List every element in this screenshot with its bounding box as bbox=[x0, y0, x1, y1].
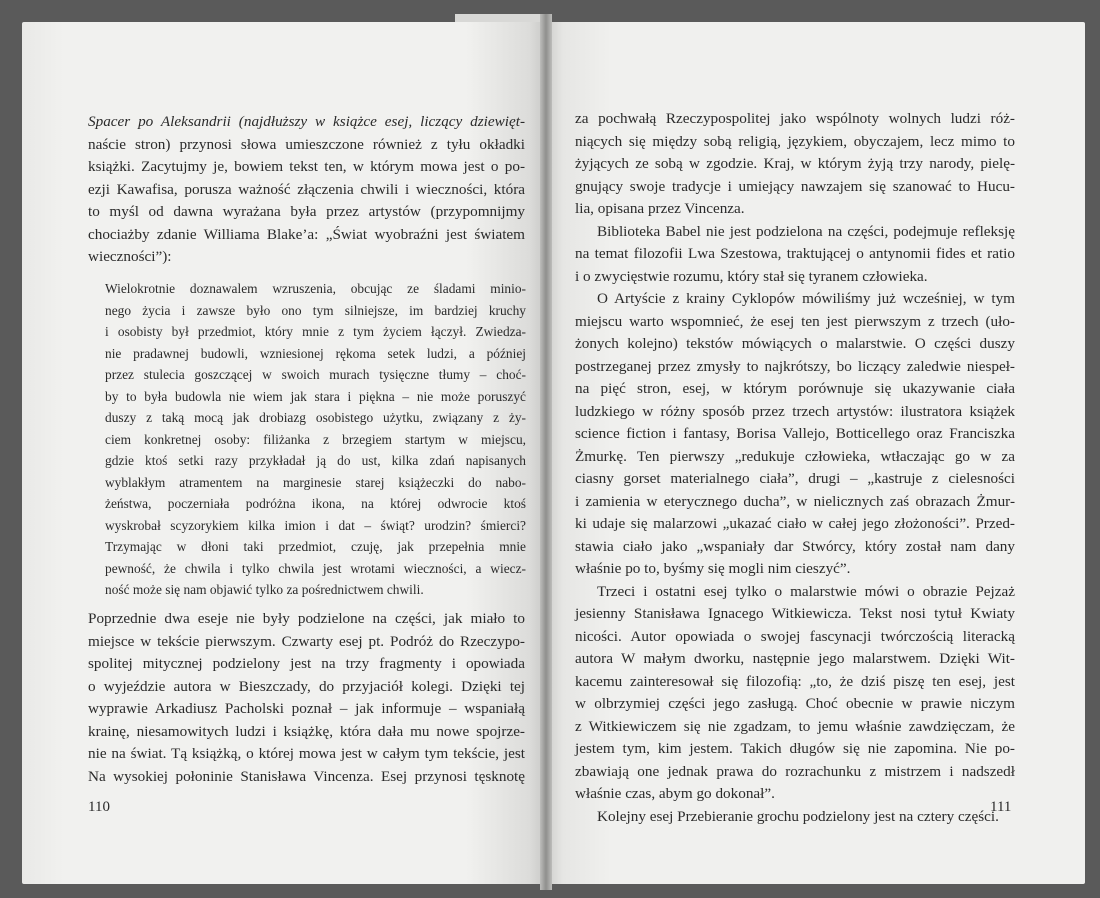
quote-line: wyskrobał scyzorykiem kilka imion i dat – świąt? urodzin? śmierci? bbox=[105, 517, 526, 533]
quote-line: by to była budowla nie wiem jak stara i piękna – nie może poruszyć bbox=[105, 388, 526, 404]
text-line: Na wysokiej połoninie Stanisława Vincenza. Esej przynosi tęsknotę bbox=[88, 767, 525, 785]
text-line: naście stron) przynosi słowa umieszczone również z tyłu okładki bbox=[88, 135, 525, 153]
text-line: jesienny Stanisława Ignacego Witkiewicza. Tekst nosi tytuł Kwiaty bbox=[575, 605, 1015, 622]
text-line bbox=[88, 111, 525, 134]
text-line: autora W małym dworku, następnie jego malarstwem. Dzięki Wit- bbox=[575, 650, 1015, 667]
text-line: jestem tym, kim jestem. Takich długów się nie zapomina. Nie po- bbox=[575, 740, 1015, 757]
text-line: nie na świat. Tą książką, o której mowa jest w całym tym tekście, jest bbox=[88, 745, 525, 762]
text-line: i zamienia w eterycznego ducha”, w nielicznych zaś obrazach Żmur- bbox=[575, 492, 1015, 510]
text-line: Trzeci i ostatni esej tylko o malarstwie mówi o obrazie Pejzaż bbox=[597, 582, 1015, 600]
quote-line: gdzie ktoś setki razy przykładał ją do ust, kilka zdań napisanych bbox=[105, 453, 526, 468]
quote-line: nego życia i zawsze było ono tym silniejsze, im bardziej kruchy bbox=[105, 302, 526, 318]
text-line: na temat filozofii Lwa Szestowa, traktującej o antynomii fides et ratio bbox=[575, 245, 1015, 262]
text-line: Poprzednie dwa eseje nie były podzielone na części, jak miało to bbox=[88, 610, 525, 627]
quote-line: Wielokrotnie doznawalem wzruszenia, obcując ze śladami minio- bbox=[105, 281, 526, 296]
quote-line: Trzymając w dłoni taki przedmiot, czuję, jak przepełnia mnie bbox=[105, 539, 526, 554]
text-line: krainę, niesamowitych ludzi i książkę, która dała mu nowe spojrze- bbox=[88, 722, 525, 740]
text-line: to myśl od dawna wyrażana była przez artystów (przypomnijmy bbox=[88, 203, 525, 220]
text-line: chociażby zdanie Williama Blake’a: „Świat wyobraźni jest światem bbox=[88, 225, 525, 243]
book-gutter bbox=[540, 14, 552, 890]
text-line: miejscu warto wspomnieć, że esej ten jest pierwszym z trzech (uło- bbox=[575, 312, 1015, 330]
left-intro-paragraph bbox=[88, 111, 525, 269]
text-line: Żmurkę. Ten pierwszy „redukuje człowieka, wtłaczając go w za bbox=[575, 447, 1015, 465]
text-line: żonych kolejno) tekstów mówiących o malarstwie. O części duszy bbox=[575, 335, 1015, 352]
text-line: spolitej mitycznej podzielony jest na trzy fragmenty i opowiada bbox=[88, 655, 525, 672]
text-line: za pochwałą Rzeczypospolitej jako wspólnoty wolnych ludzi róż- bbox=[575, 110, 1015, 127]
text-line: lia, opisana przez Vincenza. bbox=[575, 200, 745, 217]
text-line: ludzkiego w różny sposób przez trzech artystów: ilustratora książek bbox=[575, 402, 1015, 420]
text-line: ciasny gorset materialnego ciała”, drugi – „kastruje z cielesności bbox=[575, 470, 1015, 487]
quote-line: pewność, że chwila i tylko chwila jest wrotami wieczności, a wiecz- bbox=[105, 560, 526, 576]
text-line: postrzeganej przez zmysły to najkrótszy, bo liczący zaledwie niespeł- bbox=[575, 357, 1015, 375]
text-line: science fiction i fantasy, Borisa Vallejo, Botticellego oraz Franciszka bbox=[575, 425, 1015, 442]
text-line: O Artyście z krainy Cyklopów mówiliśmy już wcześniej, w tym bbox=[597, 290, 1015, 307]
text-line: gnujący swoje tradycje i umiejący nawzajem się szanować to Hucu- bbox=[575, 177, 1015, 195]
text-line: książki. Zacytujmy je, bowiem tekst ten, w którym mowa jest o po- bbox=[88, 158, 525, 175]
quote-line: nie pradawnej budowli, wzniesionej rękoma setek ludzi, a później bbox=[105, 345, 526, 361]
text-line: Kolejny esej Przebieranie grochu podzielony jest na cztery części. bbox=[597, 807, 999, 825]
text-line: Biblioteka Babel nie jest podzielona na części, podejmuje refleksję bbox=[597, 222, 1015, 240]
page-number-right: 111 bbox=[990, 799, 1012, 815]
quote-line: ciem konkretnej osoby: filiżanka z brzegiem startym w miejscu, bbox=[105, 431, 526, 447]
text-line: wieczności”): bbox=[88, 248, 172, 265]
text-line: z Witkiewiczem się nie zgadzam, to jemu właśnie zawdzięczam, że bbox=[575, 717, 1015, 735]
quote-line: przez stulecia goszczącej w swoich murach tysięczne tłumy – choć- bbox=[105, 367, 526, 382]
text-line: nicości. Autor opowiada o swojej fascynacji twórczością literacką bbox=[575, 627, 1015, 645]
quote-line: żeństwa, poczerniała podróżna ikona, na której odwrocie ktoś bbox=[105, 496, 526, 511]
text-line: w olbrzymiej części jego zasługą. Choć obecnie w prawie niczym bbox=[575, 695, 1015, 712]
left-body-paragraph bbox=[88, 608, 525, 788]
quote-line: i osobisty był przedmiot, który mnie z tym życiem łączył. Zwiedza- bbox=[105, 324, 526, 339]
quote-line: ność może się nam objawić tylko za pośrednictwem chwili. bbox=[105, 582, 424, 597]
text-line: stawia ciało jako „wspaniały dar Stwórcy, który został nam dany bbox=[575, 537, 1015, 555]
text-line: i o zwycięstwie rozumu, który stał się tyranem człowieka. bbox=[575, 267, 928, 285]
text-line: na pięć stron, esej, w którym porównuje się ukazywanie ciała bbox=[575, 380, 1015, 397]
quote-line: wyblakłym atramentem na marginesie starej książeczki do nabo- bbox=[105, 474, 526, 490]
text-line: kacemu zainteresował się filozofią: „to, że dziś piszę ten esej, jest bbox=[575, 672, 1015, 690]
quote-line: duszy z taką mocą jak drobiazg osobistego użytku, związany z ży- bbox=[105, 410, 526, 425]
text-line: właśnie czas, abym go dokonał”. bbox=[575, 785, 775, 802]
text-line: ki udaje się malarzowi „ukazać ciało w całej jego złożoności”. Przed- bbox=[575, 515, 1015, 532]
text-line: o wyjeździe autora w Bieszczady, do przyjaciół kolegi. Dzięki tej bbox=[88, 677, 525, 695]
text-line: wyprawie Arkadiusz Pacholski poznał – jak informuje – wspaniałą bbox=[88, 700, 525, 717]
text-line: zbawiają one jednak prawa do rozrachunku z mistrzem i nadszedł bbox=[575, 762, 1015, 780]
text-line: żyjących ze sobą w zgodzie. Kraj, w którym żyją trzy narody, pielę- bbox=[575, 155, 1015, 172]
right-page-body bbox=[575, 108, 1015, 828]
text-line: właśnie po to, byśmy się mogli nim cieszyć”. bbox=[575, 560, 851, 577]
page-number-left: 110 bbox=[88, 799, 110, 815]
text-line: niących się między sobą religią, językiem, obyczajem, lecz mimo to bbox=[575, 132, 1015, 150]
left-block-quote bbox=[105, 278, 526, 601]
text-line-content: Spacer po Aleksandrii (najdłuższy w książce esej, liczący dziewięt- bbox=[88, 113, 525, 130]
text-line: ezji Kawafisa, porusza ważność złączenia chwili i wieczności, która bbox=[88, 180, 525, 198]
text-line: miejsce w tekście pierwszym. Czwarty esej pt. Podróż do Rzeczypo- bbox=[88, 632, 525, 650]
